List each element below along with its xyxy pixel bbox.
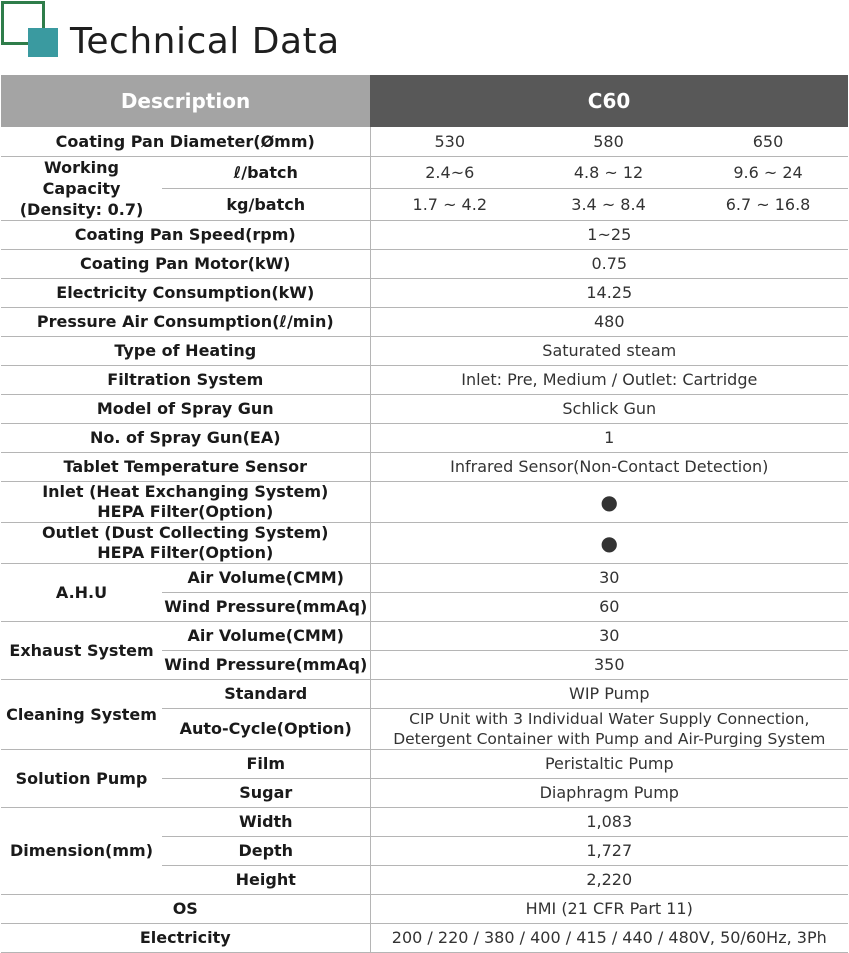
row-label: Coating Pan Diameter(Ømm) [1,127,370,156]
sub-label: Width [162,807,370,836]
included-dot: ● [370,481,848,522]
table-row [1,423,848,452]
table-row [1,365,848,394]
group-label: Cleaning System [1,679,162,749]
included-dot: ● [370,522,848,563]
page-title: Technical Data [70,21,340,62]
sub-label: Standard [162,679,370,708]
header-description: Description [1,75,370,127]
table-row [1,679,848,708]
cell-value: 14.25 [370,278,848,307]
row-label [1,481,370,522]
group-label: A.H.U [1,563,162,621]
sub-label: Depth [162,836,370,865]
cell-value: 6.7 ~ 16.8 [688,188,848,220]
sub-label: Wind Pressure(mmAq) [162,592,370,621]
row-label: Filtration System [1,365,370,394]
sub-label: Wind Pressure(mmAq) [162,650,370,679]
cell-value: 1,083 [370,807,848,836]
cell-value: Diaphragm Pump [370,778,848,807]
group-label: Dimension(mm) [1,807,162,894]
cell-value: Peristaltic Pump [370,749,848,778]
table-row [1,807,848,836]
sub-label: Auto-Cycle(Option) [162,708,370,749]
row-label: Type of Heating [1,336,370,365]
sub-label: Film [162,749,370,778]
table-row [1,307,848,336]
sub-label: Height [162,865,370,894]
group-label: Solution Pump [1,749,162,807]
cell-value: Schlick Gun [370,394,848,423]
cell-value: Infrared Sensor(Non-Contact Detection) [370,452,848,481]
table-row [1,481,848,522]
row-label: Electricity [1,923,370,952]
logo-filled-square [28,28,58,57]
row-label: OS [1,894,370,923]
cell-value: 30 [370,621,848,650]
cell-value: 1,727 [370,836,848,865]
sub-label: Air Volume(CMM) [162,563,370,592]
row-label: Model of Spray Gun [1,394,370,423]
row-label-line: Inlet (Heat Exchanging System) [42,481,329,501]
cell-value: 4.8 ~ 12 [529,156,688,188]
technical-data-table [1,75,848,953]
cell-value: Saturated steam [370,336,848,365]
cell-value [370,708,848,749]
cell-value: Inlet: Pre, Medium / Outlet: Cartridge [370,365,848,394]
cell-value: 9.6 ~ 24 [688,156,848,188]
table-row [1,249,848,278]
row-label-line: Outlet (Dust Collecting System) [42,522,329,542]
row-label [1,522,370,563]
row-label-line: HEPA Filter(Option) [97,542,274,562]
sub-label: kg/batch [162,188,370,220]
cell-value: HMI (21 CFR Part 11) [370,894,848,923]
sub-label: ℓ/batch [162,156,370,188]
row-label: Tablet Temperature Sensor [1,452,370,481]
row-label: Coating Pan Motor(kW) [1,249,370,278]
table-row [1,749,848,778]
cell-value: WIP Pump [370,679,848,708]
cell-value-line: CIP Unit with 3 Individual Water Supply Connection, [409,709,810,728]
table-row [1,563,848,592]
table-row [1,894,848,923]
cell-value: 200 / 220 / 380 / 400 / 415 / 440 / 480V, 50/60Hz, 3Ph [370,923,848,952]
row-label: No. of Spray Gun(EA) [1,423,370,452]
header-model: C60 [370,75,848,127]
table-row [1,452,848,481]
table-row [1,127,848,156]
table-row [1,522,848,563]
group-label: Exhaust System [1,621,162,679]
cell-value: 1 [370,423,848,452]
cell-value: 1.7 ~ 4.2 [370,188,529,220]
table-row [1,394,848,423]
cell-value: 3.4 ~ 8.4 [529,188,688,220]
sub-label: Air Volume(CMM) [162,621,370,650]
cell-value: 2,220 [370,865,848,894]
cell-value: 480 [370,307,848,336]
cell-value: 580 [529,127,688,156]
cell-value: 0.75 [370,249,848,278]
title-bar [0,0,849,74]
cell-value: 60 [370,592,848,621]
group-label: Working Capacity (Density: 0.7) [1,156,162,220]
row-label: Coating Pan Speed(rpm) [1,220,370,249]
table-row [1,220,848,249]
cell-value: 1~25 [370,220,848,249]
cell-value-line: Detergent Container with Pump and Air-Purging System [393,729,826,748]
cell-value: 350 [370,650,848,679]
row-label-line: HEPA Filter(Option) [97,501,274,521]
table-row [1,336,848,365]
cell-value: 30 [370,563,848,592]
cell-value: 530 [370,127,529,156]
table-row [1,923,848,952]
sub-label: Sugar [162,778,370,807]
table-row [1,621,848,650]
row-label: Electricity Consumption(kW) [1,278,370,307]
row-label: Pressure Air Consumption(ℓ/min) [1,307,370,336]
cell-value: 2.4~6 [370,156,529,188]
table-row [1,278,848,307]
table-row [1,156,848,188]
cell-value: 650 [688,127,848,156]
